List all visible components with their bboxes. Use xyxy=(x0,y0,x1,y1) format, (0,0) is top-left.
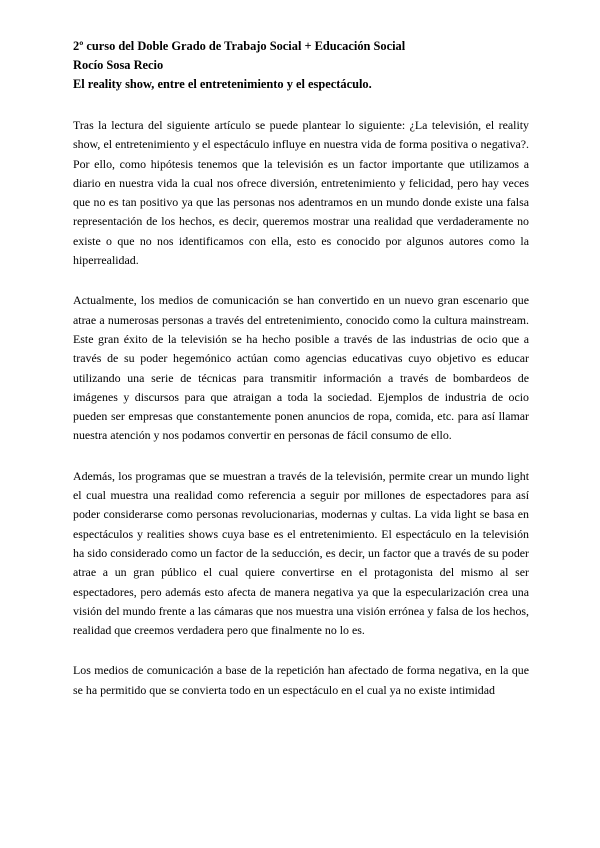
course-line: 2º curso del Doble Grado de Trabajo Social + Educación Social xyxy=(73,39,406,53)
paragraph-4: Los medios de comunicación a base de la repetición han afectado de forma negativa, en la que se ha permitido que se convierta todo en un espectáculo en el cual ya no existe intimidad xyxy=(73,663,529,697)
paragraph-2: Actualmente, los medios de comunicación se han convertido en un nuevo gran escenario que atrae a numerosas personas a través del entretenimiento, conocido como la cultura mainstream. Este gran éxito de la televisión se ha hecho posible a través de las industrias de ocio que a través de su poder hegemónico actúan como agencias educativas cuyo objetivo es educar utilizando una serie de técnicas para transmitir información a través de bombardeos de imágenes y discursos para que atraigan a toda la sociedad. Ejemplos de industria de ocio pueden ser empresas que constantemente ponen anuncios de ropa, comida, etc. para así llamar nuestra atención y nos podamos convertir en personas de fácil consumo de ello. xyxy=(73,293,529,443)
document-body xyxy=(73,116,529,721)
paragraph-1: Tras la lectura del siguiente artículo se puede plantear lo siguiente: ¿La televisión, el reality show, el entretenimiento y el espectáculo influye en nuestra vida de forma positiva o negativa?. Por ello, como hipótesis tenemos que la televisión es un factor importante que utilizamos a diario en nuestra vida la cual nos ofrece diversión, entretenimiento y felicidad, pero hay veces que no es tan positivo ya que las personas nos adentramos en un mundo donde existe una falsa representación de los hechos, es decir, queremos mostrar una realidad que verdaderamente no existe o que no nos identificamos con ella, esto es conocido por algunos autores como la hiperrealidad. xyxy=(73,118,529,268)
author-name: Rocío Sosa Recio xyxy=(73,58,164,72)
document-header xyxy=(73,37,533,94)
essay-title: El reality show, entre el entretenimiento y el espectáculo. xyxy=(73,77,372,91)
paragraph-3: Además, los programas que se muestran a través de la televisión, permite crear un mundo light el cual muestra una realidad como referencia a seguir por millones de espectadores para así poder considerarse como personas revolucionarias, modernas y cultas. La vida light se basa en espectáculos y realities shows cuya base es el entretenimiento. El espectáculo en la televisión ha sido considerado como un factor de la seducción, es decir, un factor que a través de su poder atrae a un gran público el cual quiere convertirse en el protagonista del mismo al ser espectadores, pero además esto afecta de manera negativa ya que la especularización crea una visión del mundo frente a las cámaras que nos muestra una visión errónea y falsa de los hechos, realidad que creemos verdadera pero que finalmente no lo es. xyxy=(73,468,529,638)
